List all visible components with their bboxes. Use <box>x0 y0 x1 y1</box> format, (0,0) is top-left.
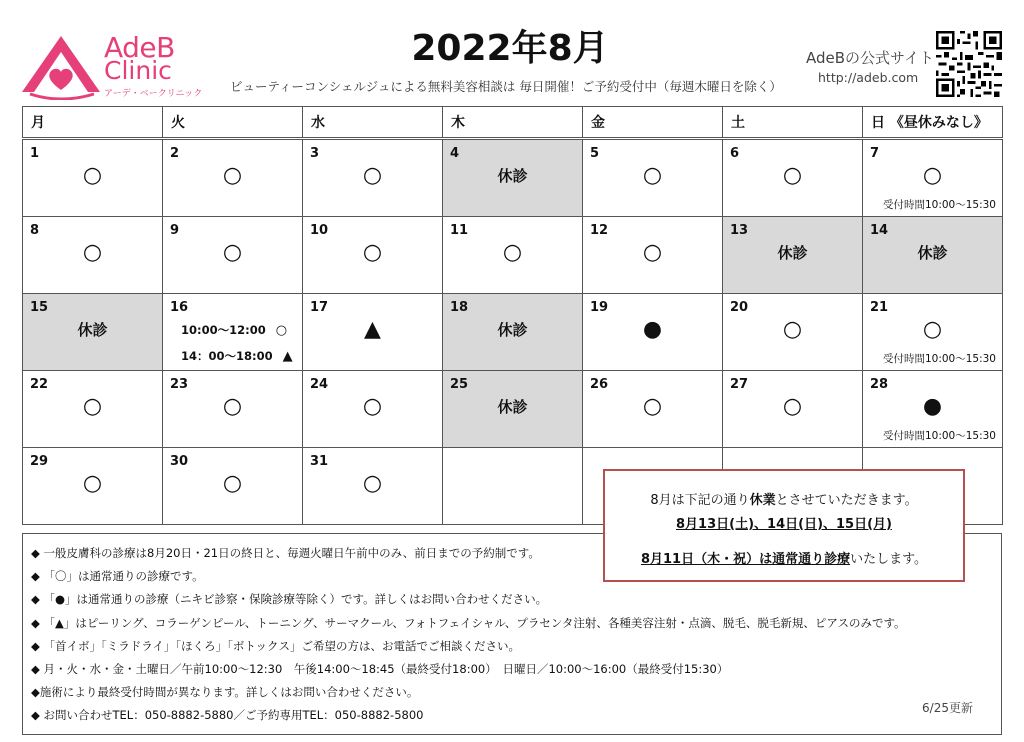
availability-mark: ● <box>922 394 943 419</box>
day-number: 19 <box>590 300 609 315</box>
weekday-header-row <box>23 107 1003 139</box>
day-number: 18 <box>450 300 469 315</box>
calendar-day-cell <box>163 139 303 217</box>
availability-mark: ○ <box>82 471 103 496</box>
calendar-day-cell <box>723 139 863 217</box>
calendar-day-cell <box>583 217 723 294</box>
day-number: 31 <box>310 454 329 469</box>
reception-hours: 受付時間10:00～15:30 <box>882 353 996 365</box>
notice-open-date: 8月11日（木・祝）は通常通り診療 <box>640 552 851 567</box>
official-site-link[interactable]: http://adeb.com <box>818 70 919 85</box>
split-session <box>181 348 293 364</box>
weekday-tue: 火 <box>163 107 303 139</box>
day-number: 2 <box>170 146 180 161</box>
notice-line-1 <box>605 489 963 508</box>
closed-label: 休診 <box>497 321 528 339</box>
calendar-day-cell <box>443 217 583 294</box>
calendar-day-cell <box>863 294 1003 371</box>
notice-text: とさせていただきます。 <box>775 493 918 508</box>
qr-code-icon[interactable] <box>936 31 1002 97</box>
calendar-table <box>22 106 1003 525</box>
notice-text: いたします。 <box>850 552 928 567</box>
session-time: 14：00～18:00 <box>181 349 273 363</box>
notice-text: 8月は下記の通り <box>650 493 750 508</box>
day-number: 11 <box>450 223 469 238</box>
calendar-day-cell <box>863 371 1003 448</box>
calendar-day-cell <box>303 139 443 217</box>
availability-mark: ○ <box>362 163 383 188</box>
weekday-fri: 金 <box>583 107 723 139</box>
session-mark: ○ <box>275 323 288 338</box>
calendar-week-row <box>23 371 1003 448</box>
logo-text-jp: アーデ・ベークリニック <box>104 89 203 99</box>
page-subtitle: ビューティーコンシェルジュによる無料美容相談は 毎日開催！ご予約受付中（毎週木曜日を除く） <box>230 79 782 94</box>
calendar-week-row <box>23 139 1003 217</box>
day-number: 16 <box>170 300 189 315</box>
availability-mark: ○ <box>222 240 243 265</box>
day-number: 23 <box>170 377 189 392</box>
day-number: 24 <box>310 377 329 392</box>
day-number: 14 <box>870 223 889 238</box>
availability-mark: ○ <box>82 240 103 265</box>
note-item: ◆ 「首イボ」「ミラドライ」「ほくろ」「ボトックス」ご希望の方は、お電話でご相談ください。 <box>31 638 520 653</box>
day-number: 29 <box>30 454 49 469</box>
page-title: 2022年8月 <box>411 28 609 69</box>
day-number: 26 <box>590 377 609 392</box>
calendar-day-cell <box>583 294 723 371</box>
availability-mark: ○ <box>922 317 943 342</box>
closed-label: 休診 <box>77 321 108 339</box>
calendar-day-cell <box>163 217 303 294</box>
day-number: 22 <box>30 377 49 392</box>
availability-mark: ○ <box>222 394 243 419</box>
official-site-label: AdeBの公式サイト <box>806 49 934 67</box>
availability-mark: ○ <box>922 163 943 188</box>
note-item: ◆ 一般皮膚科の診療は8月20日・21日の終日と、毎週火曜日午前中のみ、前日までの予約制です。 <box>31 546 540 560</box>
calendar-day-cell <box>303 448 443 525</box>
day-number: 3 <box>310 146 320 161</box>
notice-text-bold: 休業 <box>749 493 776 508</box>
calendar-day-cell <box>163 294 303 371</box>
day-number: 7 <box>870 146 880 161</box>
note-item: ◆ 月・火・水・金・土曜日／午前10:00～12:30 午後14:00～18:45（最終受付18:00） 日曜日／10:00～16:00（最終受付15:30） <box>31 661 729 676</box>
day-number: 17 <box>310 300 329 315</box>
calendar-day-cell <box>443 448 583 525</box>
note-item: ◆施術により最終受付時間が異なります。詳しくはお問い合わせください。 <box>31 685 419 700</box>
day-number: 13 <box>730 223 749 238</box>
weekday-sun: 日 《昼休みなし》 <box>863 107 1003 139</box>
weekday-sat: 土 <box>723 107 863 139</box>
reception-hours: 受付時間10:00～15:30 <box>882 199 996 211</box>
day-number: 27 <box>730 377 749 392</box>
holiday-notice <box>603 469 965 582</box>
availability-mark: ○ <box>642 240 663 265</box>
weekday-thu: 木 <box>443 107 583 139</box>
weekday-mon: 月 <box>23 107 163 139</box>
notice-closed-dates: 8月13日(土)、14日(日)、15日(月) <box>676 517 892 532</box>
availability-mark: ○ <box>642 163 663 188</box>
calendar-day-cell <box>723 371 863 448</box>
day-number: 8 <box>30 223 40 238</box>
reception-hours: 受付時間10:00～15:30 <box>882 430 996 442</box>
logo-text-adeb: AdeB <box>104 31 175 64</box>
day-number: 15 <box>30 300 49 315</box>
closed-label: 休診 <box>497 167 528 185</box>
availability-mark: ○ <box>782 394 803 419</box>
day-number: 6 <box>730 146 740 161</box>
availability-mark: ○ <box>82 163 103 188</box>
availability-mark: ● <box>642 317 663 342</box>
calendar-day-cell <box>723 217 863 294</box>
day-number: 1 <box>30 146 40 161</box>
availability-mark: ○ <box>642 394 663 419</box>
calendar-day-cell <box>303 217 443 294</box>
availability-mark: ○ <box>782 163 803 188</box>
note-item: ◆ お問い合わせTEL：050-8882-5880／ご予約専用TEL：050-8882-5800 <box>31 708 424 723</box>
availability-mark: ▲ <box>364 317 381 342</box>
day-number: 10 <box>310 223 329 238</box>
availability-mark: ○ <box>362 394 383 419</box>
availability-mark: ○ <box>362 240 383 265</box>
calendar-day-cell <box>163 448 303 525</box>
note-item: ◆ 「●」は通常通りの診療（ニキビ診察・保険診療等除く）です。詳しくはお問い合わせください。 <box>31 592 548 607</box>
day-number: 5 <box>590 146 600 161</box>
calendar-day-cell <box>23 371 163 448</box>
calendar-day-cell <box>583 371 723 448</box>
calendar-week-row <box>23 217 1003 294</box>
calendar-day-cell <box>303 371 443 448</box>
calendar-day-cell <box>23 448 163 525</box>
calendar-day-cell <box>443 139 583 217</box>
split-session <box>181 322 287 338</box>
calendar-day-cell <box>863 139 1003 217</box>
notice-line-3 <box>605 548 963 567</box>
calendar-day-cell <box>863 217 1003 294</box>
day-number: 4 <box>450 146 460 161</box>
day-number: 25 <box>450 377 469 392</box>
closed-label: 休診 <box>777 244 808 262</box>
calendar-day-cell <box>23 139 163 217</box>
availability-mark: ○ <box>82 394 103 419</box>
availability-mark: ○ <box>222 163 243 188</box>
day-number: 20 <box>730 300 749 315</box>
logo-text-clinic: Clinic <box>104 56 172 85</box>
calendar-day-cell <box>723 294 863 371</box>
availability-mark: ○ <box>782 317 803 342</box>
calendar-day-cell <box>163 371 303 448</box>
day-number: 9 <box>170 223 180 238</box>
closed-label: 休診 <box>497 398 528 416</box>
availability-mark: ○ <box>502 240 523 265</box>
session-mark: ▲ <box>282 349 293 364</box>
closed-label: 休診 <box>917 244 948 262</box>
updated-date: 6/25更新 <box>922 701 973 715</box>
calendar-day-cell <box>583 139 723 217</box>
calendar-day-cell <box>23 294 163 371</box>
session-time: 10:00～12:00 <box>181 323 266 337</box>
calendar-day-cell <box>443 294 583 371</box>
availability-mark: ○ <box>222 471 243 496</box>
calendar-day-cell <box>443 371 583 448</box>
weekday-wed: 水 <box>303 107 443 139</box>
calendar-day-cell <box>23 217 163 294</box>
calendar-day-cell <box>303 294 443 371</box>
calendar-week-row <box>23 294 1003 371</box>
day-number: 30 <box>170 454 189 469</box>
day-number: 21 <box>870 300 889 315</box>
note-item: ◆ 「▲」はピーリング、コラーゲンピール、トーニング、サーマクール、フォトフェイシャル、プラセンタ注射、各種美容注射・点滴、脱毛、脱毛新規、ピアスのみです。 <box>31 615 906 630</box>
day-number: 28 <box>870 377 889 392</box>
availability-mark: ○ <box>362 471 383 496</box>
day-number: 12 <box>590 223 609 238</box>
note-item: ◆ 「〇」は通常通りの診療です。 <box>31 569 204 584</box>
